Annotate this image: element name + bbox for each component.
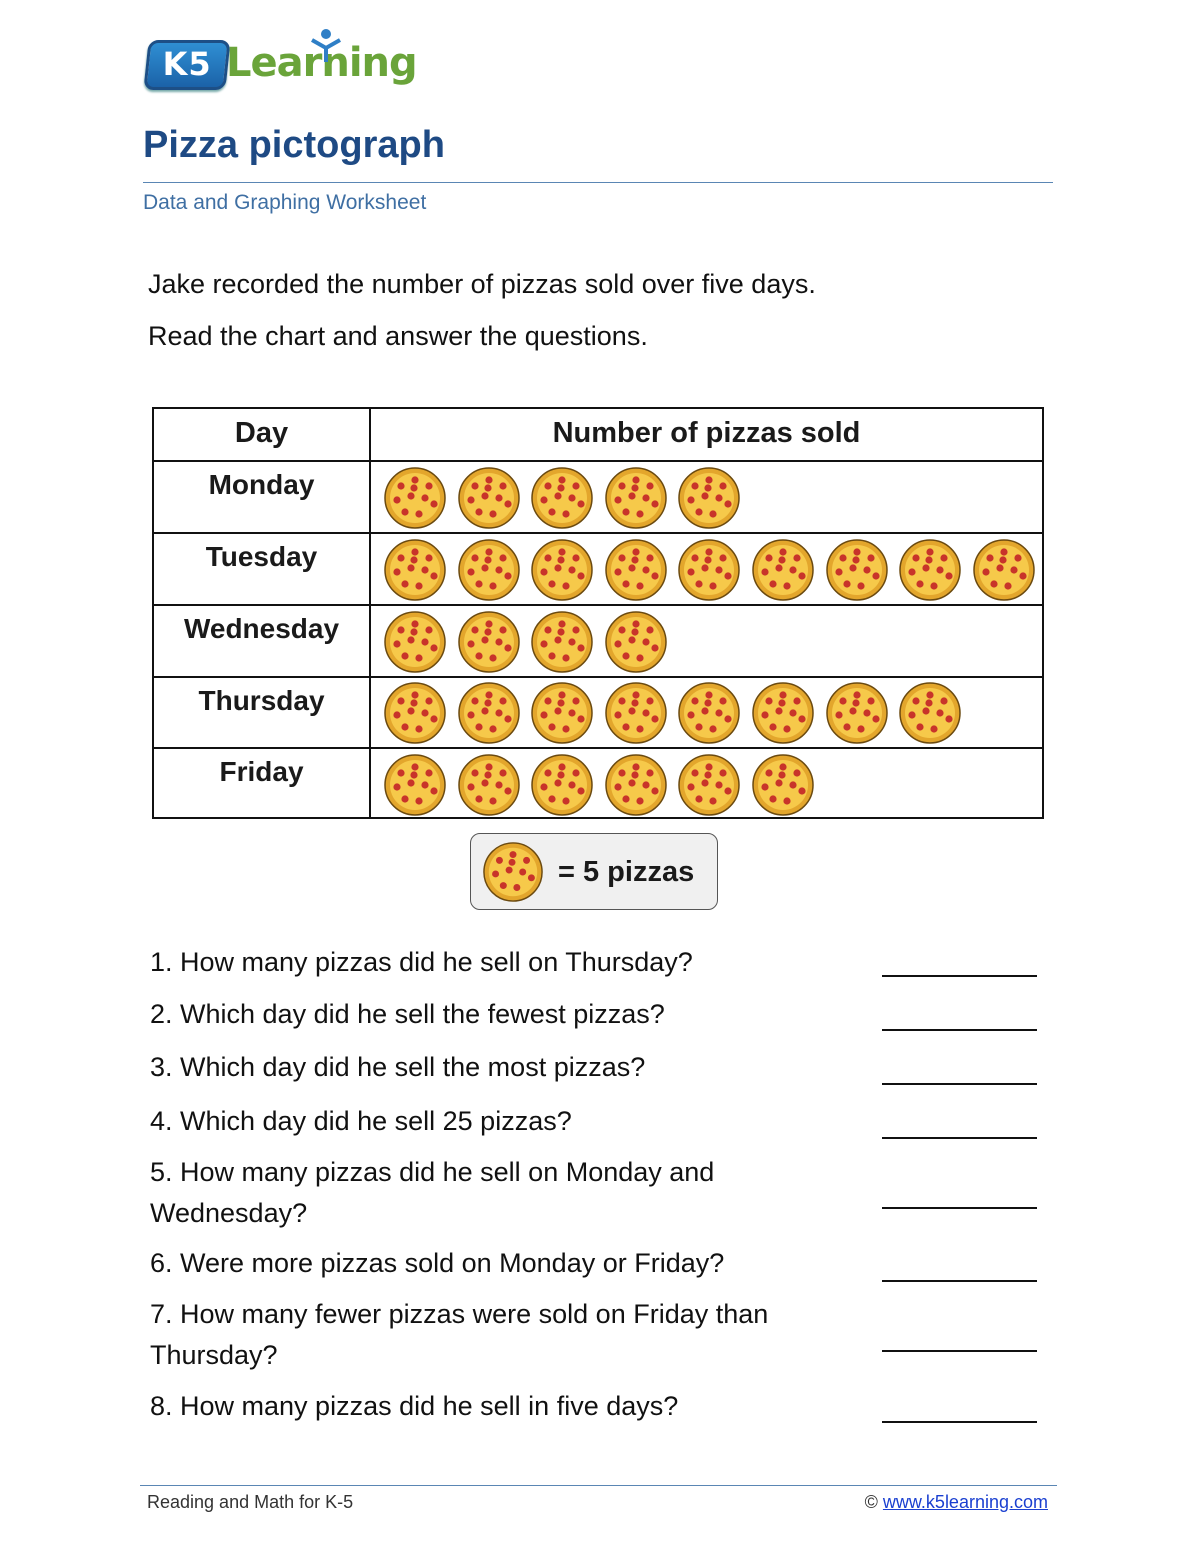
- question-2: 2. Which day did he sell the fewest pizzas?: [150, 999, 665, 1029]
- day-label-monday: Monday: [208, 469, 315, 500]
- pizza-icon: [825, 681, 889, 745]
- logo-badge-text: K5: [162, 45, 212, 83]
- question-3: 3. Which day did he sell the most pizzas?: [150, 1052, 646, 1082]
- key-label: = 5 pizzas: [558, 856, 695, 888]
- question-7: 7. How many fewer pizzas were sold on Friday than Thursday?: [150, 1299, 769, 1370]
- pictograph-table: [152, 407, 1044, 819]
- k5-learning-logo: [146, 26, 417, 90]
- pizza-icon: [604, 681, 668, 745]
- pizza-icon: [457, 538, 521, 602]
- row-divider: [154, 747, 1042, 749]
- answer-blank-2[interactable]: [882, 1029, 1037, 1031]
- page-subtitle: Data and Graphing Worksheet: [143, 191, 427, 214]
- answer-blank-6[interactable]: [882, 1280, 1037, 1282]
- question-8: 8. How many pizzas did he sell in five days?: [150, 1391, 679, 1421]
- answer-blank-4[interactable]: [882, 1137, 1037, 1139]
- pizza-icon: [604, 466, 668, 530]
- copyright-symbol: ©: [864, 1492, 878, 1512]
- day-label-thursday: Thursday: [198, 685, 325, 716]
- header-divider: [143, 182, 1053, 183]
- pictograph-key: [470, 833, 718, 910]
- answer-blank-3[interactable]: [882, 1083, 1037, 1085]
- row-divider: [154, 532, 1042, 534]
- pizza-icon: [383, 753, 447, 817]
- pizza-icon: [751, 538, 815, 602]
- footer-tagline: Reading and Math for K-5: [147, 1492, 354, 1512]
- question-6: 6. Were more pizzas sold on Monday or Friday?: [150, 1248, 725, 1278]
- pizza-icon: [825, 538, 889, 602]
- column-header-number: Number of pizzas sold: [552, 417, 861, 449]
- answer-blank-8[interactable]: [882, 1421, 1037, 1423]
- logo-figure-icon: [306, 26, 346, 66]
- pizza-icon: [604, 753, 668, 817]
- footer-copyright: [865, 1492, 1048, 1513]
- pizza-icon: [457, 466, 521, 530]
- pizza-icon: [530, 610, 594, 674]
- day-label-wednesday: Wednesday: [183, 613, 340, 644]
- answer-blank-5[interactable]: [882, 1207, 1037, 1209]
- pizza-icon: [457, 753, 521, 817]
- pizza-icon: [751, 753, 815, 817]
- pizza-icon: [677, 753, 741, 817]
- pizza-icon: [530, 466, 594, 530]
- day-label-friday: Friday: [219, 756, 304, 787]
- question-1: 1. How many pizzas did he sell on Thursday?: [150, 947, 693, 977]
- question-4: 4. Which day did he sell 25 pizzas?: [150, 1106, 572, 1136]
- pizza-icon: [972, 538, 1036, 602]
- row-divider: [154, 676, 1042, 678]
- pizza-icon: [383, 466, 447, 530]
- pizza-icon: [530, 681, 594, 745]
- pizza-icon: [604, 610, 668, 674]
- footer-link[interactable]: www.k5learning.com: [882, 1492, 1048, 1512]
- answer-blank-7[interactable]: [882, 1350, 1037, 1352]
- question-5: 5. How many pizzas did he sell on Monday and Wednesday?: [150, 1157, 715, 1228]
- pizza-icon: [383, 610, 447, 674]
- pizza-icon: [677, 538, 741, 602]
- pizza-icon: [751, 681, 815, 745]
- pizza-icon: [457, 610, 521, 674]
- pizza-icon: [604, 538, 668, 602]
- column-header-day: Day: [234, 417, 289, 449]
- pizza-icon: [457, 681, 521, 745]
- answer-blank-1[interactable]: [882, 975, 1037, 977]
- intro-line-2: Read the chart and answer the questions.: [148, 321, 648, 351]
- logo-word: Learning: [226, 40, 417, 86]
- pizza-icon: [530, 538, 594, 602]
- page-title: Pizza pictograph: [143, 124, 445, 166]
- intro-line-1: Jake recorded the number of pizzas sold over five days.: [148, 269, 816, 299]
- day-label-tuesday: Tuesday: [205, 541, 318, 572]
- row-divider: [154, 460, 1042, 462]
- pizza-icon: [530, 753, 594, 817]
- row-divider: [154, 604, 1042, 606]
- key-pizza-icon: [482, 841, 544, 903]
- pizza-icon: [677, 466, 741, 530]
- column-divider: [369, 409, 371, 817]
- pizza-icon: [383, 681, 447, 745]
- footer-divider: [140, 1485, 1057, 1486]
- pizza-icon: [898, 538, 962, 602]
- logo-badge: [143, 40, 230, 90]
- pizza-icon: [383, 538, 447, 602]
- pizza-icon: [898, 681, 962, 745]
- pizza-icon: [677, 681, 741, 745]
